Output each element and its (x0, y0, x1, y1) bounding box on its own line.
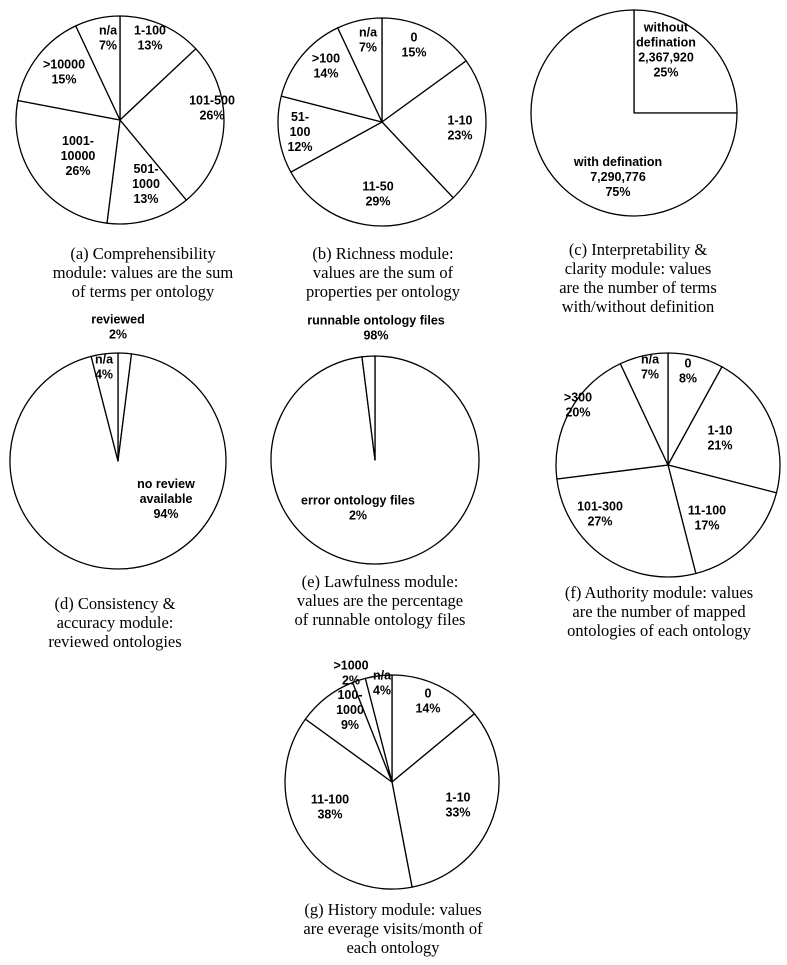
caption-c-line-3: are the number of terms (559, 278, 717, 297)
pie-a-slice-label-5: n/a 7% (98, 23, 118, 53)
caption-a (28, 244, 258, 301)
caption-e-line-1: (e) Lawfulness module: (301, 572, 459, 591)
pie-d-slice-label-1: no review available 94% (137, 477, 195, 521)
caption-c (522, 240, 754, 316)
pie-a-slice-label-3: 1001-10000 26% (60, 134, 96, 178)
pie-c-slice-label-0: without defination 2,367,920 25% (636, 20, 696, 80)
caption-a-line-3: of terms per ontology (71, 282, 215, 301)
caption-c-line-2: clarity module: values (564, 259, 712, 278)
caption-a-line-2: module: values are the sum (52, 263, 234, 282)
pie-d-slice-label-2: n/a 4% (94, 352, 114, 382)
pie-chart-f (556, 353, 780, 577)
caption-b (278, 244, 488, 301)
pie-b-slice-label-5: n/a 7% (358, 25, 378, 55)
caption-f-line-3: ontologies of each ontology (567, 621, 751, 640)
pie-chart-b (278, 18, 486, 226)
caption-c-line-4: with/without definition (561, 297, 715, 316)
pie-f-slice-label-5: n/a 7% (640, 352, 660, 382)
caption-f-line-1: (f) Authority module: values (564, 583, 754, 602)
caption-g-line-1: (g) History module: values (304, 900, 482, 919)
pie-f-slice-label-3: 101-300 27% (577, 499, 623, 529)
pie-g-slice-label-0: 0 14% (415, 686, 441, 716)
pie-g-slice-label-2: 11-100 38% (310, 792, 350, 822)
pie-g-slice-label-1: 1-10 33% (445, 790, 471, 820)
pie-f-slice-label-1: 1-10 21% (707, 423, 733, 453)
pie-f-slice-label-0: 0 8% (678, 356, 698, 386)
pie-f-slice-label-4: >300 20% (563, 390, 593, 420)
pie-f-slice-label-2: 11-100 17% (687, 503, 727, 533)
pie-b-slice-label-3: 51-100 12% (287, 110, 313, 154)
pie-chart-e (271, 314, 479, 565)
caption-g-line-2: are everage visits/month of (303, 919, 483, 938)
caption-f-line-2: are the number of mapped (572, 602, 746, 621)
pie-c-slice-label-1: with defination 7,290,776 75% (573, 155, 663, 199)
pie-g-slice-label-5: n/a 4% (372, 668, 392, 698)
caption-e (266, 572, 494, 629)
pie-d-slice-label-0: reviewed 2% (91, 312, 145, 342)
caption-d-line-1: (d) Consistency & (54, 594, 176, 613)
pie-chart-c (531, 10, 737, 216)
pie-a-slice-label-2: 501-1000 13% (132, 162, 160, 206)
pie-b-slice-label-4: >100 14% (311, 51, 341, 81)
pie-e-slice-label-0: runnable ontology files 98% (307, 313, 445, 343)
caption-b-line-3: properties per ontology (306, 282, 460, 301)
caption-g (268, 900, 518, 957)
pie-b-slice-label-0: 0 15% (401, 30, 427, 60)
pie-a-slice-label-0: 1-100 13% (134, 23, 166, 53)
pie-a-slice-label-4: >10000 15% (42, 57, 86, 87)
caption-d-line-2: accuracy module: (56, 613, 174, 632)
pie-chart-a (16, 16, 235, 224)
caption-c-line-1: (c) Interpretability & (568, 240, 708, 259)
pie-g-slice-label-4: >1000 2% (333, 658, 369, 688)
pie-a-slice-label-1: 101-500 26% (189, 93, 235, 123)
caption-b-line-2: values are the sum of (312, 263, 454, 282)
pie-b-slice-label-2: 11-50 29% (362, 179, 394, 209)
caption-g-line-3: each ontology (346, 938, 440, 957)
pie-g-slice-label-3: 100-1000 9% (336, 688, 364, 732)
caption-e-line-3: of runnable ontology files (294, 610, 466, 629)
caption-e-line-2: values are the percentage (296, 591, 464, 610)
caption-d (8, 594, 222, 651)
caption-a-line-1: (a) Comprehensibility (70, 244, 216, 263)
pie-e-slice-label-1: error ontology files 2% (301, 493, 415, 523)
caption-b-line-1: (b) Richness module: (312, 244, 454, 263)
caption-f (536, 583, 782, 640)
pie-chart-g (285, 659, 499, 889)
pie-b-slice-label-1: 1-10 23% (447, 113, 473, 143)
caption-d-line-3: reviewed ontologies (48, 632, 182, 651)
pie-chart-d (10, 313, 226, 569)
